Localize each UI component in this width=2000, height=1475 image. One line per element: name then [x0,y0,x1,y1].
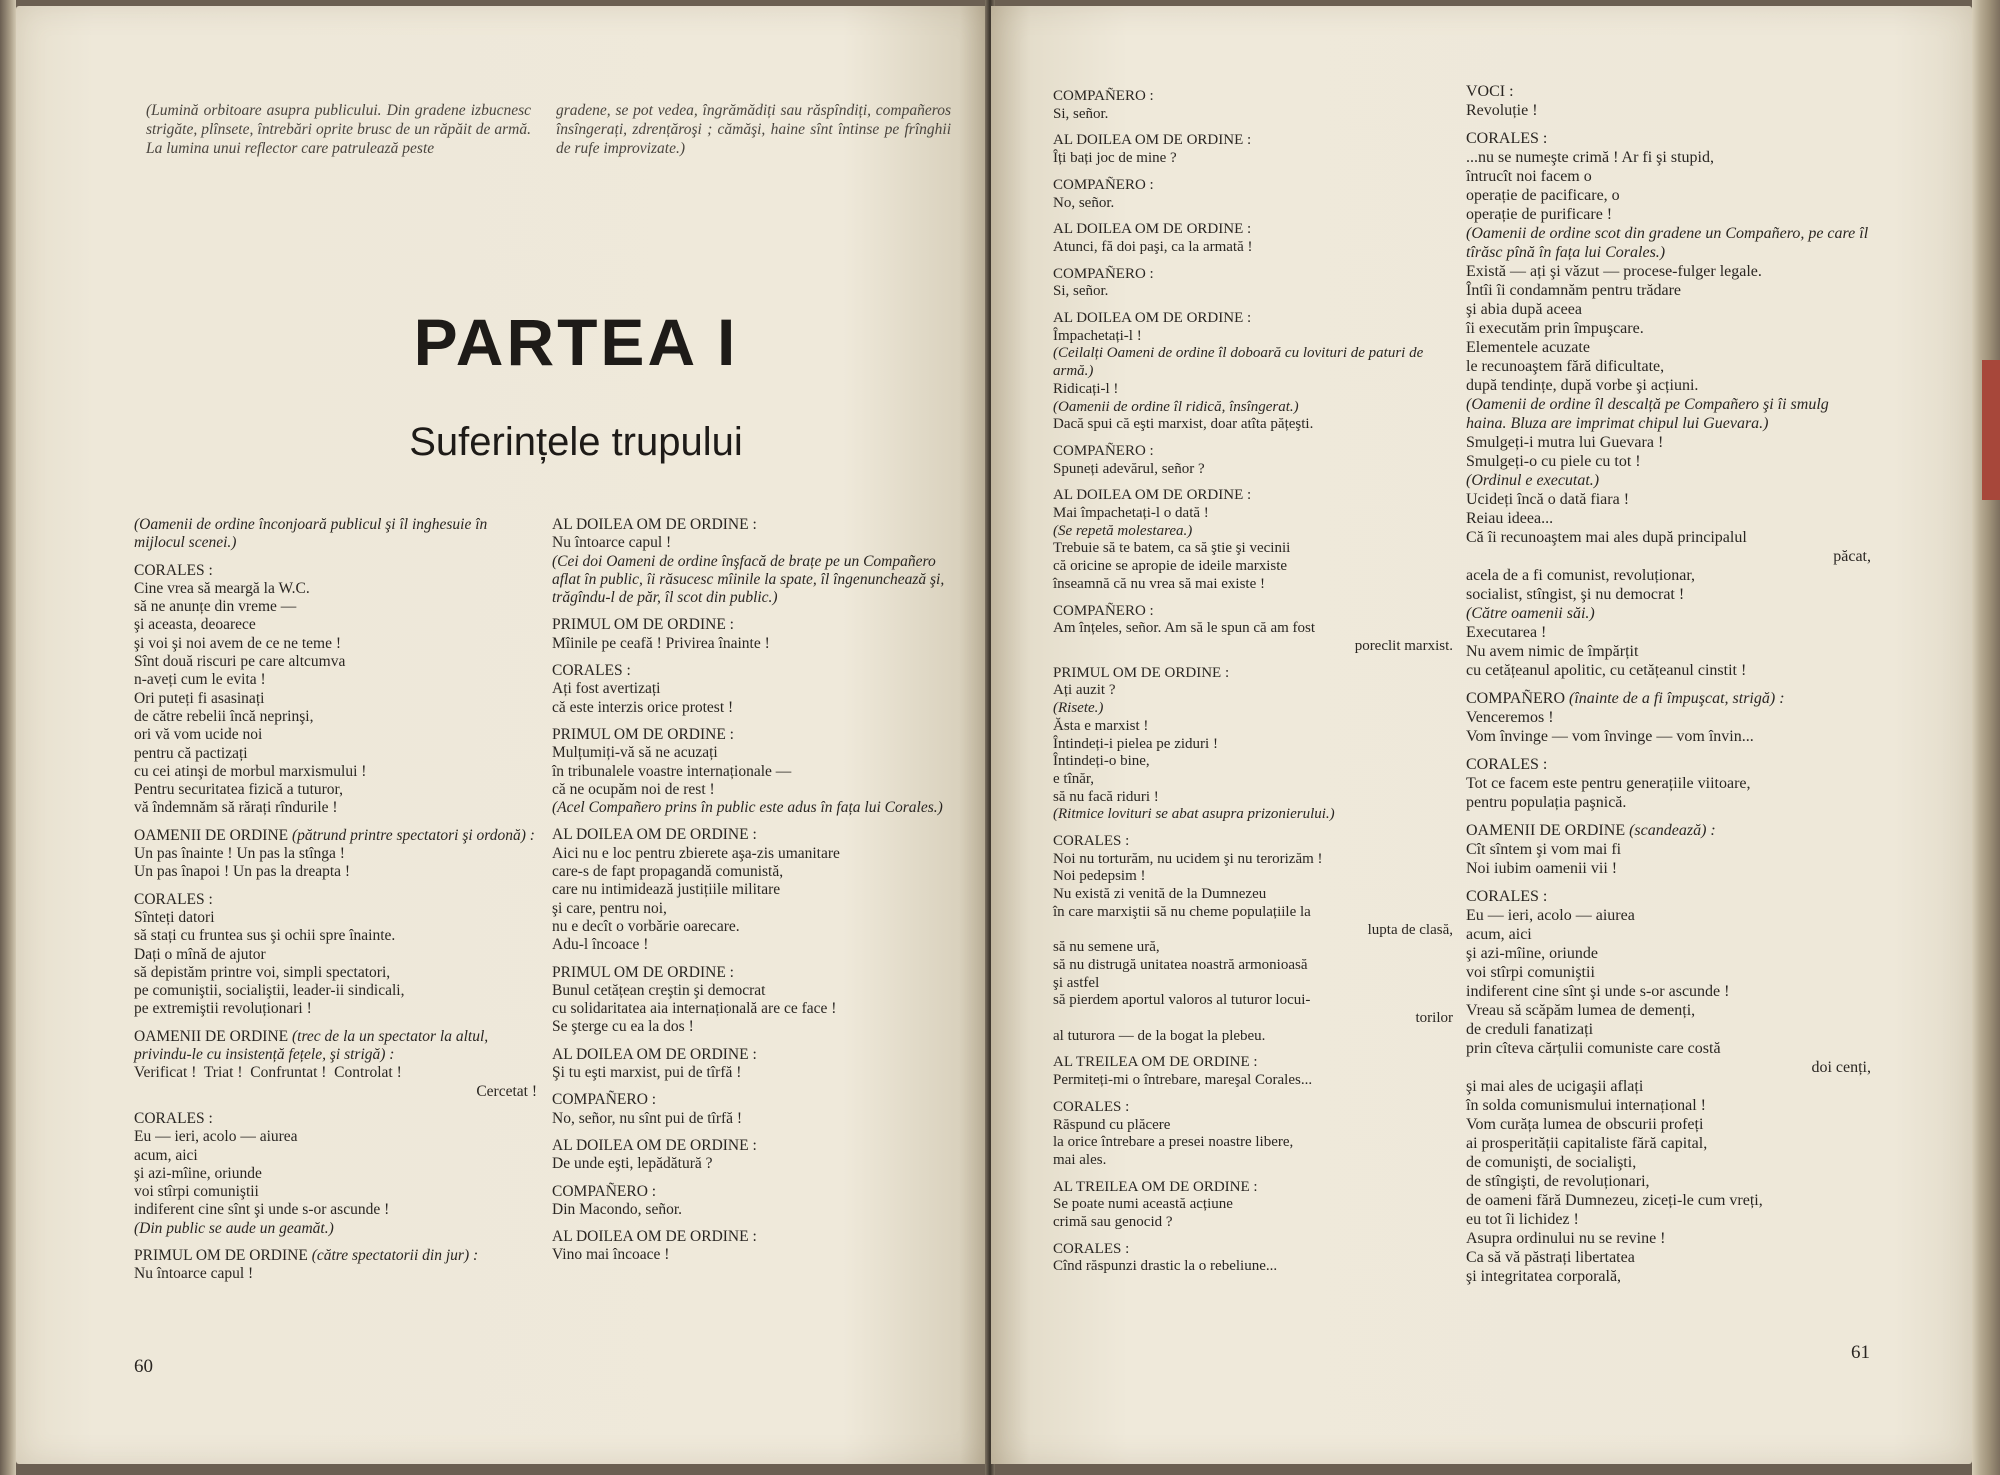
dialogue-line: de comunişti, de socialişti, [1466,1154,1637,1171]
dialogue-block [1053,1179,1453,1232]
dialogue-line: să ne anunțe din vreme — [134,598,297,616]
speaker-label: CORALES : [1053,1240,1130,1257]
speaker-label: AL DOILEA OM DE ORDINE : [552,1228,757,1246]
dialogue-line: Cînd răspunzi drastic la o rebeliune... [1053,1258,1278,1275]
dialogue-line: Adu-l încoace ! [552,936,649,954]
dialogue-line: Elementele acuzate [1466,339,1590,356]
part-title: PARTEA I [413,305,739,379]
dialogue-block [1466,129,1871,680]
dialogue-line: Dacă spui că eşti marxist, doar atîta pățeşti. [1053,416,1314,433]
dialogue-line: voi stîrpi comuniştii [1466,964,1595,981]
dialogue-block [1053,88,1453,123]
stage-direction: (Oamenii de ordine înconjoară publicul şi îl inghesuie în mijlocul scenei.) [134,516,488,552]
dialogue-line-continued: poreclit marxist. [1354,637,1453,654]
dialogue-line: ori vă vom ucide noi [134,726,263,744]
page-number-left: 60 [134,1356,153,1377]
dialogue-line: care nu intimidează justițiile militare [552,881,781,899]
dialogue-line: Revoluție ! [1466,102,1538,119]
dialogue-line: de creduli fanatizați [1466,1021,1594,1038]
dialogue-line: operație de purificare ! [1466,206,1613,223]
dialogue-block [1466,887,1871,1286]
dialogue-line-continued: torilor [1415,1010,1453,1027]
dialogue-line: acela de a fi comunist, revoluționar, [1466,567,1696,584]
dialogue-line: să nu semene ură, [1053,939,1160,956]
dialogue-line: Nu întoarce capul ! [552,534,672,552]
dialogue-line: Reiau ideea... [1466,510,1554,527]
stage-direction: (Din public se aude un geamăt.) [134,1219,334,1237]
dialogue-line: Eu — ieri, acolo — aiurea [1466,907,1635,924]
dialogue-line: Vino mai încoace ! [552,1246,670,1264]
dialogue-line: Ați auzit ? [1053,682,1116,699]
dialogue-line-continued: doi cenți, [1811,1059,1871,1076]
dialogue-line: Smulgeți-i mutra lui Guevara ! [1466,434,1664,451]
dialogue-line: Am înțeles, señor. Am să le spun că am fost [1053,620,1316,637]
dialogue-line: Mîinile pe ceafă ! Privirea înainte ! [552,634,770,652]
dialogue-block [1053,1054,1453,1089]
dialogue-block [1466,821,1871,878]
dialogue-line: indiferent cine sînt şi unde s-or ascunde ! [1466,983,1730,1000]
dialogue-line: să nu distrugă unitatea noastră armonioasă [1053,956,1308,973]
dialogue-line: Întindeți-i pielea pe ziduri ! [1053,735,1218,752]
stage-direction: (Acel Compañero prins în public este adus în fața lui Corales.) [552,799,943,817]
dialogue-block [1053,221,1453,256]
dialogue-line: Dați o mînă de ajutor [134,945,266,963]
dialogue-line: Şi tu eşti marxist, pui de tîrfă ! [552,1064,742,1082]
dialogue-line: Noi pedepsim ! [1053,868,1146,885]
dialogue-line: Smulgeți-o cu piele cu tot ! [1466,453,1641,470]
dialogue-line: după tendințe, după vorbe şi acțiuni. [1466,377,1699,394]
dialogue-line: Eu — ieri, acolo — aiurea [134,1128,298,1146]
dialogue-line: Noi nu torturăm, nu ucidem şi nu terorizăm ! [1053,850,1323,867]
speaker-label: AL DOILEA OM DE ORDINE : [1053,132,1252,149]
book-edge-right [1972,0,2000,1475]
dialogue-line: înseamnă că nu vrea să mai existe ! [1053,575,1265,592]
dialogue-block [1053,443,1453,478]
speaker-label: AL DOILEA OM DE ORDINE : [552,826,757,844]
intro-stage-direction-left: (Lumină orbitoare asupra publicului. Din gradene izbucnesc strigăte, plînsete, întrebări oprite brusc de un răpăit de armă. La lumina unui reflector care patrulează peste [146,102,531,157]
dialogue-line: Vom învinge — vom învinge — vom învin... [1466,728,1754,745]
speaker-label: AL TREILEA OM DE ORDINE : [1053,1054,1258,1071]
dialogue-line: Venceremos ! [1466,709,1554,726]
dialogue-block [552,1183,952,1220]
dialogue-line: e tînăr, [1053,770,1095,787]
dialogue-line: îi executăm prin împuşcare. [1466,320,1644,337]
speaker-label: CORALES : [552,662,631,680]
stage-direction: (Se repetă molestarea.) [1053,522,1193,539]
dialogue-block [134,891,537,1019]
dialogue-line: cu cei atinşi de morbul marxismului ! [134,762,367,780]
speaker-label: COMPAÑERO : [1053,442,1154,459]
speaker-label: AL DOILEA OM DE ORDINE : [1053,310,1252,327]
dialogue-line: Sînteți datori [134,908,215,926]
speaker-label: CORALES : [134,1109,213,1127]
dialogue-line: Îți bați joc de mine ? [1053,150,1177,167]
dialogue-line: şi integritatea corporală, [1466,1268,1622,1285]
speaker-label: OAMENII DE ORDINE (scandează) : [1466,822,1716,839]
stage-direction: (Cei doi Oameni de ordine înşfacă de brațe pe un Compañero aflat în public, îi răsucesc mîinile la spate, îl îngenunchează şi, trăgîndu-l de păr, îl scot din public.) [552,552,945,607]
dialogue-line-continued: Cercetat ! [476,1082,537,1100]
speaker-label: COMPAÑERO : [1053,176,1154,193]
dialogue-block [552,662,952,717]
dialogue-line: De unde eşti, lepădătură ? [552,1155,713,1173]
dialogue-block [134,1247,537,1284]
right-page [991,6,1972,1464]
dialogue-line: Tot ce facem este pentru generațiile viitoare, [1466,775,1751,792]
intro-stage-direction-right: gradene, se pot vedea, îngrămădiți sau răspîndiți, compañeros însîngerați, zdrențăroşi ; cămăşi, haine sînt întinse pe frînghii de rufe improvizate.) [556,102,951,157]
dialogue-line: operație de pacificare, o [1466,187,1620,204]
speaker-label: CORALES : [134,890,213,908]
speaker-label: PRIMUL OM DE ORDINE : [552,963,734,981]
dialogue-line: Cît sîntem şi vom mai fi [1466,841,1622,858]
dialogue-line: Ați fost avertizați [552,680,661,698]
dialogue-block [552,1137,952,1174]
dialogue-line: acum, aici [1466,926,1532,943]
dialogue-block [1053,177,1453,212]
stage-direction: (Ritmice lovituri se abat asupra prizonierului.) [1053,806,1335,823]
right-page-column-2 [1466,82,1871,1295]
speaker-label: COMPAÑERO : [1053,265,1154,282]
dialogue-line: mai ales. [1053,1151,1107,1168]
dialogue-line: în solda comunismului internațional ! [1466,1097,1706,1114]
stage-direction: (Oamenii de ordine îl ridică, însîngerat.) [1053,398,1299,415]
speaker-label: COMPAÑERO : [552,1182,657,1200]
dialogue-line: că este interzis orice protest ! [552,698,734,716]
dialogue-line: Că îi recunoaştem mai ales după principalul [1466,529,1747,546]
dialogue-line: Se poate numi această acțiune [1053,1196,1233,1213]
dialogue-line: şi voi şi noi avem de ce ne teme ! [134,634,342,652]
dialogue-line: indiferent cine sînt şi unde s-or ascunde ! [134,1201,390,1219]
dialogue-line: Trebuie să te batem, ca să ştie şi vecinii [1053,540,1291,557]
dialogue-line: Asupra ordinului nu se revine ! [1466,1230,1666,1247]
dialogue-line: şi abia după aceea [1466,301,1582,318]
dialogue-block [134,827,537,882]
dialogue-line: ...nu se numeşte crimă ! Ar fi şi stupid, [1466,149,1714,166]
dialogue-line: cu cetățeanul apolitic, cu cetățeanul cinstit ! [1466,662,1747,679]
bookmark-tab [1982,360,2000,500]
dialogue-block [552,616,952,653]
speaker-label: AL DOILEA OM DE ORDINE : [552,1045,757,1063]
speaker-label: OAMENII DE ORDINE (pătrund printre spectatori şi ordonă) : [134,826,535,844]
dialogue-block [1466,82,1871,120]
stage-direction: (Oamenii de ordine îl descalță pe Compañero şi îi smulg haina. Bluza are imprimat chipul lui Guevara.) [1466,396,1829,432]
speaker-label: CORALES : [1053,833,1130,850]
right-page-column-1 [1053,88,1453,1285]
dialogue-line: Ca să vă păstrați libertatea [1466,1249,1635,1266]
dialogue-line: pentru că pactizați [134,744,248,762]
dialogue-line: de stîngişti, de revoluționari, [1466,1173,1650,1190]
dialogue-block [134,1028,537,1101]
dialogue-line: pe comuniştii, socialiştii, leader-ii sindicali, [134,982,405,1000]
dialogue-block [552,726,952,817]
speaker-label: VOCI : [1466,83,1514,100]
dialogue-line: de către rebelii încă neprinşi, [134,707,314,725]
speaker-label: PRIMUL OM DE ORDINE : [552,725,734,743]
dialogue-line: Răspund cu plăcere [1053,1116,1171,1133]
speaker-label: PRIMUL OM DE ORDINE : [552,616,734,634]
speaker-label: AL DOILEA OM DE ORDINE : [1053,487,1252,504]
dialogue-line: care-s de fapt propagandă comunistă, [552,863,784,881]
dialogue-block [1053,1241,1453,1276]
dialogue-block [1053,132,1453,167]
stage-direction: (Ceilalți Oameni de ordine îl doboară cu lovituri de paturi de armă.) [1053,345,1424,380]
dialogue-line: Aici nu e loc pentru zbierete aşa-zis umanitare [552,844,840,862]
dialogue-block [1053,603,1453,656]
dialogue-line: Un pas înainte ! Un pas la stînga ! [134,845,345,863]
dialogue-line: Nu există zi venită de la Dumnezeu [1053,886,1267,903]
dialogue-line: în care marxiştii să nu cheme populațiile la [1053,903,1311,920]
dialogue-block [552,826,952,954]
dialogue-block [552,1228,952,1265]
dialogue-line: întrucît noi facem o [1466,168,1592,185]
dialogue-line: Nu întoarce capul ! [134,1265,254,1283]
dialogue-line: că ne ocupăm noi de rest ! [552,780,715,798]
dialogue-line: Împachetați-l ! [1053,327,1142,344]
dialogue-block [1053,833,1453,1045]
dialogue-block [134,516,537,553]
dialogue-line: pentru populația paşnică. [1466,794,1627,811]
dialogue-block [1053,310,1453,434]
dialogue-line-continued: păcat, [1833,548,1871,565]
dialogue-line: şi care, pentru noi, [552,899,667,917]
dialogue-line: de oameni fără Dumnezeu, ziceți-le cum vreți, [1466,1192,1763,1209]
dialogue-line: No, señor, nu sînt pui de tîrfă ! [552,1109,743,1127]
dialogue-block [134,1110,537,1238]
speaker-label: AL DOILEA OM DE ORDINE : [552,1136,757,1154]
dialogue-line: şi aceasta, deoarece [134,616,256,634]
dialogue-line: Mai împachetați-l o dată ! [1053,505,1209,522]
dialogue-block [552,1091,952,1128]
dialogue-line: Atunci, fă doi paşi, ca la armată ! [1053,238,1253,255]
book-edge-left [0,0,16,1475]
page-number-right: 61 [1851,1342,1870,1363]
dialogue-line: Si, señor. [1053,105,1109,122]
dialogue-line: Cine vrea să meargă la W.C. [134,579,310,597]
dialogue-line: al tuturora — de la bogat la plebeu. [1053,1027,1266,1044]
speaker-label: CORALES : [1466,130,1548,147]
dialogue-line: şi azi-mîine, oriunde [1466,945,1598,962]
speaker-label: COMPAÑERO : [1053,602,1154,619]
dialogue-line: Ori puteți fi asasinați [134,689,265,707]
speaker-label: COMPAÑERO (înainte de a fi împuşcat, strigă) : [1466,690,1785,707]
stage-direction: (Risete.) [1053,700,1104,717]
dialogue-line: să pierdem aportul valoros al tuturor locui- [1053,992,1311,1009]
dialogue-line: Sînt două riscuri pe care altcumva [134,653,346,671]
speaker-label: COMPAÑERO : [552,1091,657,1109]
speaker-label: PRIMUL OM DE ORDINE (către spectatorii din jur) : [134,1246,479,1264]
left-page-column-1 [134,516,537,1293]
speaker-label: CORALES : [1466,888,1548,905]
dialogue-line: n-aveți cum le evita ! [134,671,266,689]
speaker-label: AL TREILEA OM DE ORDINE : [1053,1178,1258,1195]
dialogue-line: în tribunalele voastre internaționale — [552,762,792,780]
dialogue-line: vă îndemnăm să rărați rîndurile ! [134,799,338,817]
dialogue-line: la orice întrebare a presei noastre libere, [1053,1134,1294,1151]
dialogue-line: să nu facă riduri ! [1053,788,1159,805]
dialogue-line-continued: lupta de clasă, [1367,921,1453,938]
dialogue-block [552,1046,952,1083]
dialogue-line: Se şterge cu ea la dos ! [552,1018,694,1036]
dialogue-line: Bunul cetățean creştin şi democrat [552,981,766,999]
dialogue-block [1053,266,1453,301]
dialogue-line: Executarea ! [1466,624,1547,641]
part-subtitle: Suferințele trupului [409,420,743,464]
dialogue-line: Ucideți încă o dată fiara ! [1466,491,1630,508]
dialogue-line: le recunoaştem fără dificultate, [1466,358,1665,375]
dialogue-block [1053,665,1453,824]
speaker-label: OAMENII DE ORDINE (trec de la un spectator la altul, privindu-le cu insistență fețele, şi strigă) : [134,1027,489,1064]
dialogue-line: socialist, stîngist, şi nu democrat ! [1466,586,1685,603]
speaker-label: AL DOILEA OM DE ORDINE : [552,516,757,533]
dialogue-line: No, señor. [1053,194,1115,211]
dialogue-line: nu e decît o vorbărie oarecare. [552,917,740,935]
dialogue-line: Spuneți adevărul, señor ? [1053,460,1205,477]
dialogue-line: pe extremiştii revoluționari ! [134,1000,312,1018]
left-page [16,6,989,1464]
dialogue-line: Întîi îi condamnăm pentru trădare [1466,282,1682,299]
left-page-column-2 [552,516,952,1274]
dialogue-line: şi mai ales de ucigaşii aflați [1466,1078,1644,1095]
dialogue-block [1053,1099,1453,1170]
dialogue-block [1466,755,1871,812]
dialogue-line: şi astfel [1053,974,1100,991]
dialogue-line: cu solidaritatea aia internațională are ce face ! [552,1000,837,1018]
dialogue-line: eu tot îi lichidez ! [1466,1211,1579,1228]
dialogue-block [1053,487,1453,593]
dialogue-line: voi stîrpi comuniştii [134,1183,259,1201]
speaker-label: CORALES : [1053,1098,1130,1115]
dialogue-line: că oricine se apropie de ideile marxiste [1053,558,1288,575]
dialogue-line: Pentru securitatea fizică a tuturor, [134,781,343,799]
dialogue-line: Din Macondo, señor. [552,1200,683,1218]
dialogue-line: Vreau să scăpăm lumea de demenți, [1466,1002,1696,1019]
dialogue-block [552,516,952,607]
speaker-label: COMPAÑERO : [1053,88,1154,104]
stage-direction: (Către oamenii săi.) [1466,605,1595,622]
dialogue-line: acum, aici [134,1146,198,1164]
dialogue-line: Ăsta e marxist ! [1053,717,1149,734]
speaker-label: PRIMUL OM DE ORDINE : [1053,664,1230,681]
dialogue-line: crimă sau genocid ? [1053,1214,1173,1231]
dialogue-line: Un pas înapoi ! Un pas la dreapta ! [134,863,351,881]
dialogue-line: Si, señor. [1053,283,1109,300]
dialogue-line: Există — ați şi văzut — procese-fulger legale. [1466,263,1762,280]
dialogue-line: Permiteți-mi o întrebare, mareşal Corales... [1053,1072,1313,1089]
speaker-label: AL DOILEA OM DE ORDINE : [1053,221,1252,238]
dialogue-line: Întindeți-o bine, [1053,753,1150,770]
dialogue-block [552,964,952,1037]
speaker-label: CORALES : [1466,756,1548,773]
stage-direction: (Oamenii de ordine scot din gradene un Compañero, pe care îl tîrăsc pînă în fața lui Corales.) [1466,225,1869,261]
dialogue-line: Noi iubim oamenii vii ! [1466,860,1618,877]
dialogue-line: să depistăm printre voi, simpli spectatori, [134,963,391,981]
dialogue-line: şi azi-mîine, oriunde [134,1164,262,1182]
speaker-label: CORALES : [134,561,213,579]
dialogue-line: prin cîteva cărțulii comuniste care costă [1466,1040,1721,1057]
dialogue-line: să stați cu fruntea sus şi ochii spre înainte. [134,927,396,945]
dialogue-line: Mulțumiți-vă să ne acuzați [552,744,718,762]
stage-direction: (Ordinul e executat.) [1466,472,1600,489]
dialogue-line: ai prosperității capitaliste fără capital, [1466,1135,1708,1152]
dialogue-line: Ridicați-l ! [1053,380,1119,397]
dialogue-block [1466,689,1871,746]
dialogue-block [134,562,537,818]
dialogue-line: Vom curăța lumea de obscurii profeți [1466,1116,1704,1133]
dialogue-line: Nu avem nimic de împărțit [1466,643,1639,660]
dialogue-line: Verificat ! Triat ! Confruntat ! Controlat ! [134,1064,402,1082]
